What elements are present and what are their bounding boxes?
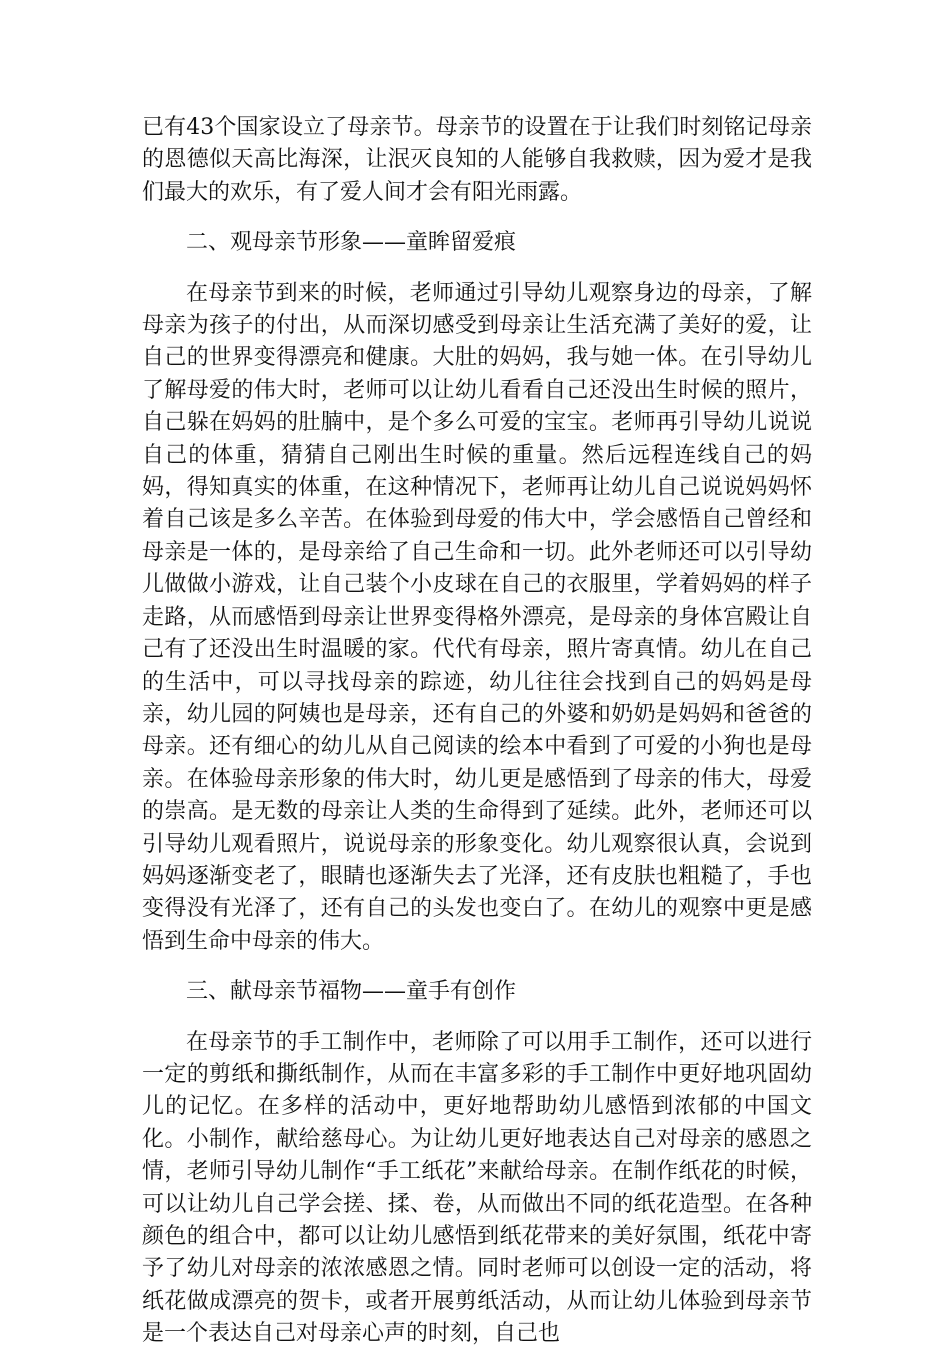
body-paragraph-2: 在母亲节到来的时候，老师通过引导幼儿观察身边的母亲，了解母亲为孩子的付出，从而深切感受到母亲让生活充满了美好的爱，让自己的世界变得漂亮和健康。大肚的妈妈，我与她一体。在引导幼儿了解母爱的伟大时，老师可以让幼儿看看自己还没出生时候的照片，自己躲在妈妈的肚腩中，是个多么可爱的宝宝。老师再引导幼儿说说自己的体重，猜猜自己刚出生时候的重量。然后远程连线自己的妈妈，得知真实的体重，在这种情况下，老师再让幼儿自己说说妈妈怀着自己该是多么辛苦。在体验到母爱的伟大中，学会感悟自己曾经和母亲是一体的，是母亲给了自己生命和一切。此外老师还可以引导幼儿做做小游戏，让自己装个小皮球在自己的衣服里，学着妈妈的样子走路，从而感悟到母亲让世界变得格外漂亮，是母亲的身体宫殿让自己有了还没出生时温暖的家。代代有母亲，照片寄真情。幼儿在自己的生活中，可以寻找母亲的踪迹，幼儿往往会找到自己的妈妈是母亲，幼儿园的阿姨也是母亲，还有自己的外婆和奶奶是妈妈和爸爸的母亲。还有细心的幼儿从自己阅读的绘本中看到了可爱的小狗也是母亲。在体验母亲形象的伟大时，幼儿更是感悟到了母亲的伟大，母爱的崇高。是无数的母亲让人类的生命得到了延续。此外，老师还可以引导幼儿观看照片，说说母亲的形象变化。幼儿观察很认真，会说到妈妈逐渐变老了，眼睛也逐渐失去了光泽，还有皮肤也粗糙了，手也变得没有光泽了，还有自己的头发也变白了。在幼儿的观察中更是感悟到生命中母亲的伟大。 [142, 280, 812, 954]
section-heading-3: 三、献母亲节福物——童手有创作 [186, 979, 517, 1005]
paragraph-gap [142, 958, 812, 976]
paragraph-gap [142, 209, 812, 227]
paragraph-gap [142, 260, 812, 278]
body-paragraph-3: 在母亲节的手工制作中，老师除了可以用手工制作，还可以进行一定的剪纸和撕纸制作，从而在丰富多彩的手工制作中更好地巩固幼儿的记忆。在多样的活动中，更好地帮助幼儿感悟到浓郁的中国文化。小制作，献给慈母心。为让幼儿更好地表达自己对母亲的感恩之情，老师引导幼儿制作“手工纸花”来献给母亲。在制作纸花的时候，可以让幼儿自己学会搓、揉、卷，从而做出不同的纸花造型。在各种颜色的组合中，都可以让幼儿感悟到纸花带来的美好氛围，纸花中寄予了幼儿对母亲的浓浓感恩之情。同时老师可以创设一定的活动，将纸花做成漂亮的贺卡，或者开展剪纸活动，从而让幼儿体验到母亲节是一个表达自己对母亲心声的时刻，自己也 [142, 1029, 812, 1347]
document-page [142, 112, 812, 1351]
section-heading-2: 二、观母亲节形象——童眸留爱痕 [186, 230, 517, 256]
paragraph-gap [142, 1009, 812, 1027]
paragraph-continuation: 已有43个国家设立了母亲节。母亲节的设置在于让我们时刻铭记母亲的恩德似天高比海深，让泯灭良知的人能够自我救赎，因为爱才是我们最大的欢乐，有了爱人间才会有阳光雨露。 [142, 115, 812, 205]
